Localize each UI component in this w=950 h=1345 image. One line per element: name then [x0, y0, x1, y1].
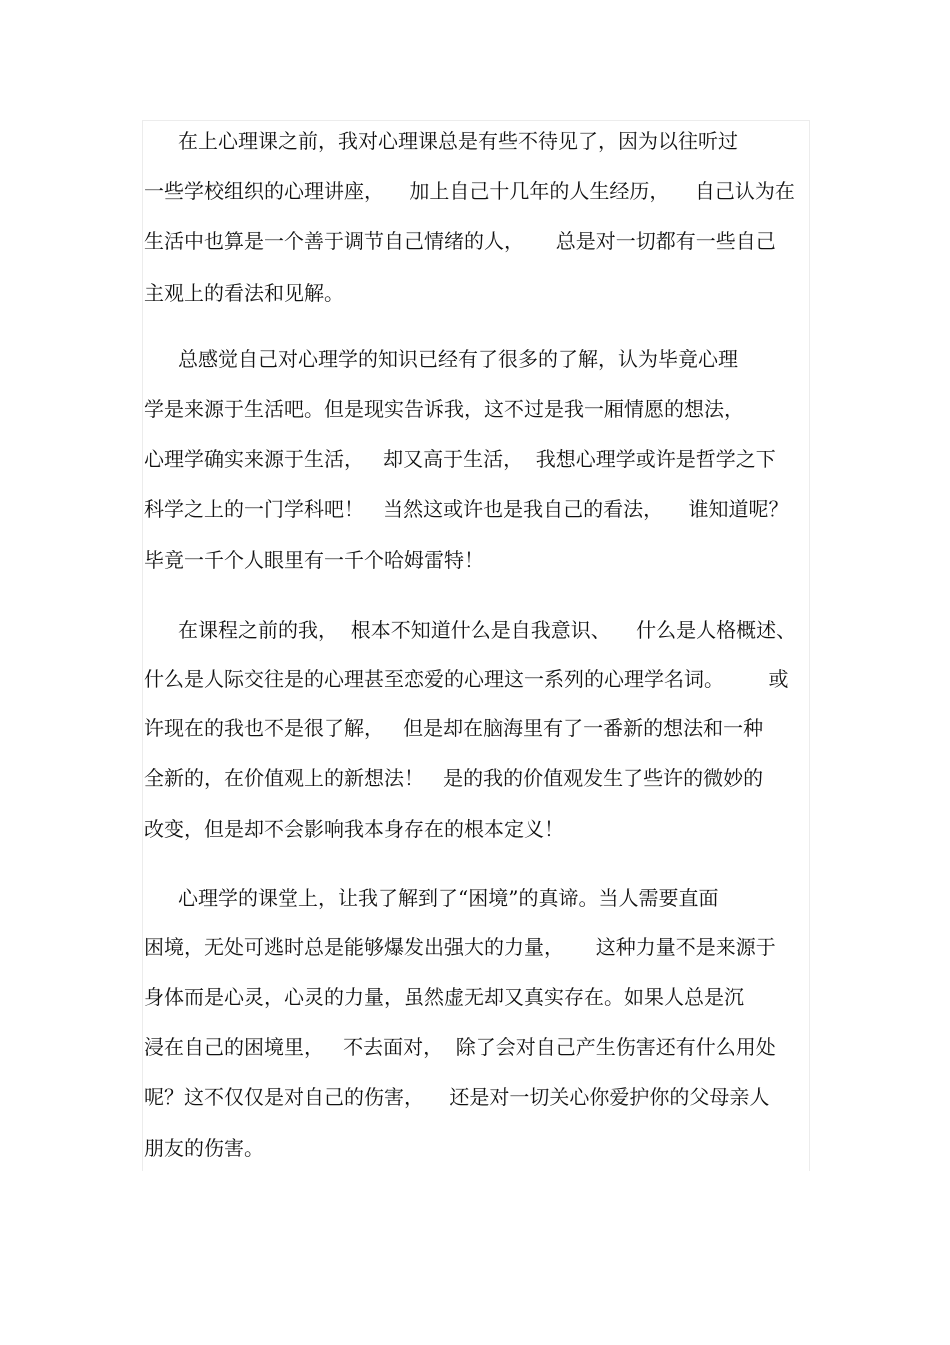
paragraph-2-line-2: 学是来源于生活吧。但是现实告诉我，这不过是我一厢情愿的想法， — [144, 397, 744, 421]
paragraph-2-line-5: 毕竟一千个人眼里有一千个哈姆雷特！ — [144, 548, 484, 572]
paragraph-1-line-3: 生活中也算是一个善于调节自己情绪的人， 总是对一切都有一些自己 — [144, 229, 776, 253]
paragraph-2-line-3: 心理学确实来源于生活， 却又高于生活， 我想心理学或许是哲学之下 — [144, 447, 776, 471]
paragraph-1-line-4: 主观上的看法和见解。 — [144, 281, 344, 305]
paragraph-3-line-5: 改变，但是却不会影响我本身存在的根本定义！ — [144, 817, 564, 841]
paragraph-3-line-3: 许现在的我也不是很了解， 但是却在脑海里有了一番新的想法和一种 — [144, 716, 764, 740]
paragraph-1-line-1: 在上心理课之前，我对心理课总是有些不待见了，因为以往听过 — [178, 129, 738, 153]
text-frame-border — [142, 120, 810, 1171]
paragraph-4-line-1: 心理学的课堂上，让我了解到了“困境”的真谛。当人需要直面 — [178, 886, 719, 910]
paragraph-2-line-4: 科学之上的一门学科吧！ 当然这或许也是我自己的看法， 谁知道呢？ — [144, 497, 789, 521]
paragraph-3-line-4: 全新的，在价值观上的新想法！ 是的我的价值观发生了些许的微妙的 — [144, 766, 764, 790]
paragraph-2-line-1: 总感觉自己对心理学的知识已经有了很多的了解，认为毕竟心理 — [178, 347, 738, 371]
paragraph-4-line-3: 身体而是心灵，心灵的力量，虽然虚无却又真实存在。如果人总是沉 — [144, 985, 744, 1009]
paragraph-3-line-2: 什么是人际交往是的心理甚至恋爱的心理这一系列的心理学名词。 或 — [144, 667, 789, 691]
paragraph-4-line-5: 呢？这不仅仅是对自己的伤害， 还是对一切关心你爱护你的父母亲人 — [144, 1085, 770, 1109]
paragraph-4-line-6: 朋友的伤害。 — [144, 1136, 264, 1160]
paragraph-3-line-1: 在课程之前的我， 根本不知道什么是自我意识、 什么是人格概述、 — [178, 618, 797, 642]
paragraph-4-line-2: 困境，无处可逃时总是能够爆发出强大的力量， 这种力量不是来源于 — [144, 935, 776, 959]
paragraph-1-line-2: 一些学校组织的心理讲座， 加上自己十几年的人生经历， 自己认为在 — [144, 179, 795, 203]
paragraph-4-line-4: 浸在自己的困境里， 不去面对， 除了会对自己产生伤害还有什么用处 — [144, 1035, 776, 1059]
